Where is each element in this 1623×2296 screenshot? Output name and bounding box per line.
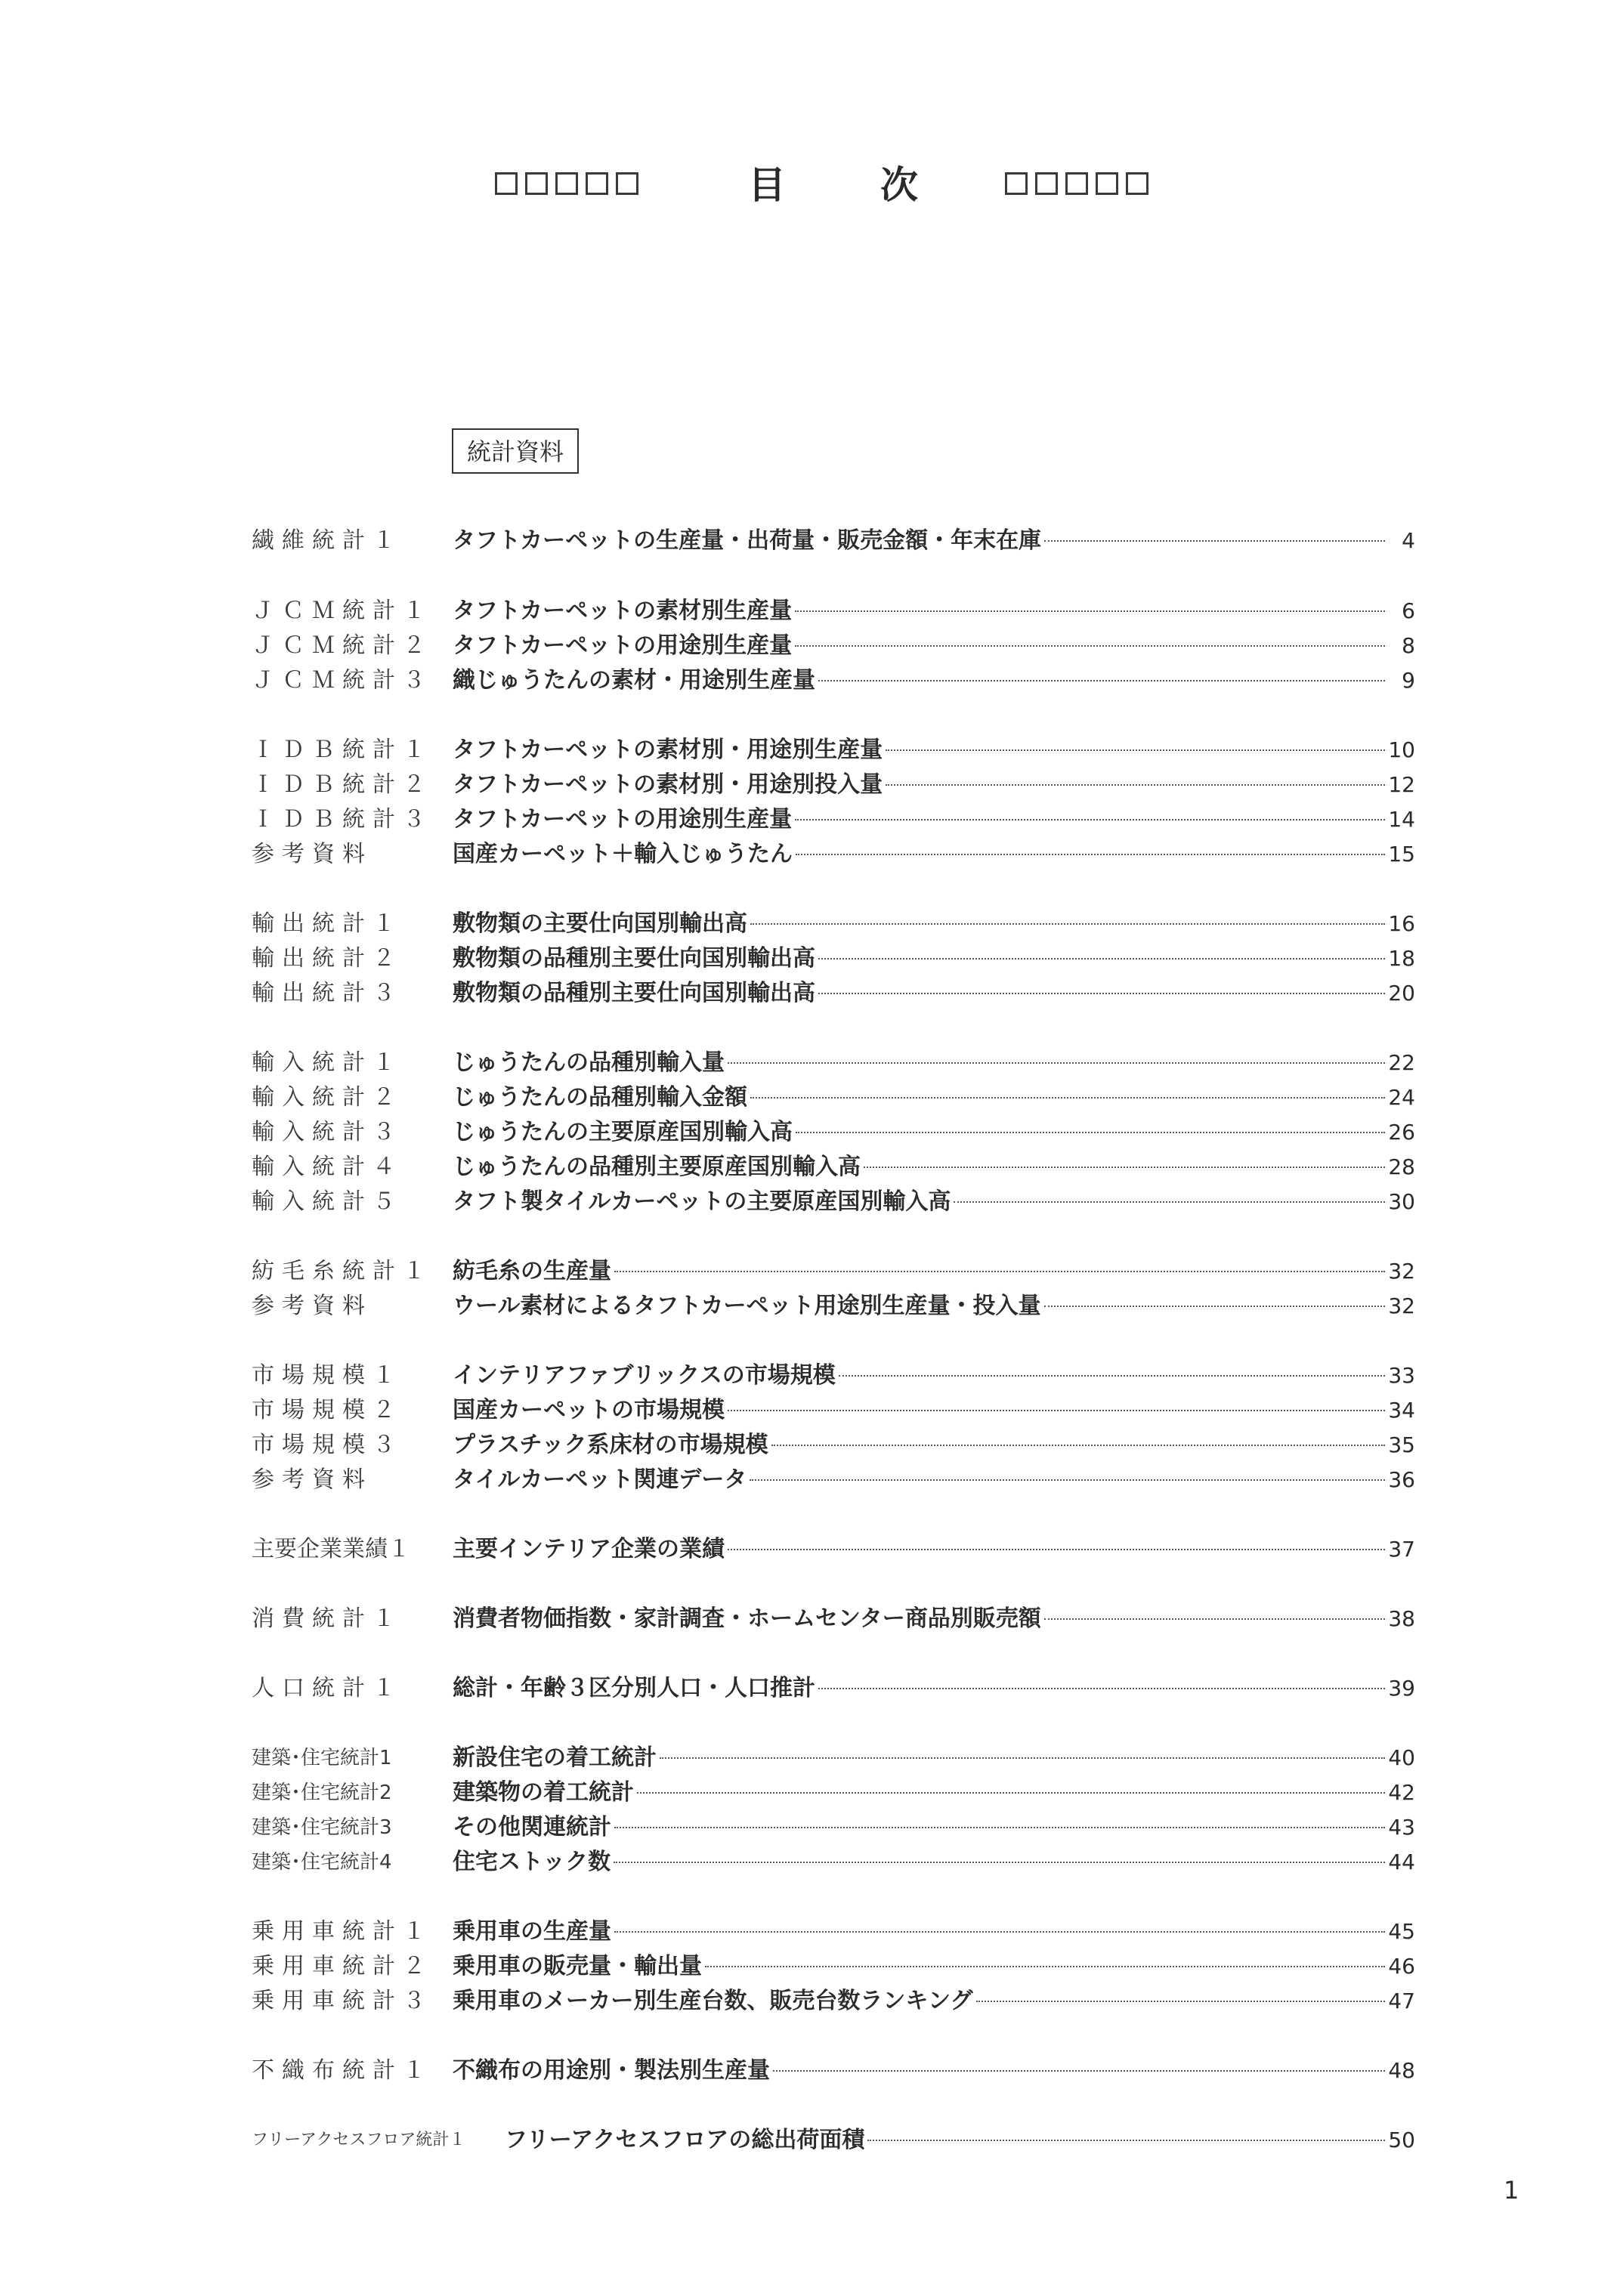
deco-square-icon bbox=[586, 172, 608, 195]
dot-leader bbox=[705, 1966, 1385, 1967]
toc-page-number: 16 bbox=[1388, 911, 1415, 936]
toc-title: 建築物の着工統計 bbox=[453, 1779, 634, 1806]
dot-leader bbox=[818, 958, 1385, 959]
toc-entry[interactable] bbox=[252, 837, 1415, 872]
toc-entry[interactable] bbox=[252, 1949, 1415, 1984]
toc-title: 主要インテリア企業の業績 bbox=[453, 1536, 725, 1562]
toc-category: 市場規模２ bbox=[252, 1397, 403, 1423]
dot-leader bbox=[771, 1445, 1385, 1446]
dot-leader bbox=[614, 1862, 1385, 1863]
page-header bbox=[0, 159, 1623, 219]
toc-title: プラスチック系床材の市場規模 bbox=[453, 1432, 768, 1458]
dot-leader bbox=[728, 1549, 1385, 1550]
toc-page-number: 24 bbox=[1388, 1085, 1415, 1110]
dot-leader bbox=[818, 993, 1385, 994]
toc-page-number: 22 bbox=[1388, 1050, 1415, 1075]
toc-title: 敷物類の品種別主要仕向国別輸出高 bbox=[453, 945, 815, 972]
toc-category: 乗用車統計１ bbox=[252, 1918, 433, 1945]
toc-title: タフトカーペットの素材別・用途別投入量 bbox=[453, 771, 883, 798]
toc-category: 参考資料 bbox=[252, 841, 373, 867]
toc-title: じゅうたんの主要原産国別輸入高 bbox=[453, 1119, 793, 1145]
toc-title: 国産カーペットの市場規模 bbox=[453, 1397, 725, 1423]
toc-title: タフト製タイルカーペットの主要原産国別輸入高 bbox=[453, 1188, 951, 1215]
toc-entry[interactable] bbox=[252, 1358, 1415, 1393]
dot-leader bbox=[614, 1271, 1385, 1272]
toc-entry[interactable] bbox=[252, 1150, 1415, 1185]
toc-category: 輸入統計３ bbox=[252, 1119, 403, 1145]
toc-category: 市場規模１ bbox=[252, 1362, 403, 1389]
toc-category: ＪＣＭ統計１ bbox=[252, 598, 433, 624]
toc-page-number: 34 bbox=[1388, 1398, 1415, 1423]
toc-page-number: 30 bbox=[1388, 1189, 1415, 1214]
deco-square-icon bbox=[1065, 172, 1088, 195]
toc-title: 敷物類の主要仕向国別輸出高 bbox=[453, 910, 747, 937]
deco-square-icon bbox=[1005, 172, 1028, 195]
dot-leader bbox=[614, 1827, 1385, 1828]
toc-page-number: 32 bbox=[1388, 1259, 1415, 1284]
dot-leader bbox=[1044, 1306, 1386, 1307]
toc-page-number: 18 bbox=[1388, 946, 1415, 971]
toc-entry[interactable] bbox=[252, 1393, 1415, 1428]
toc-page-number: 46 bbox=[1388, 1954, 1415, 1979]
dot-leader bbox=[976, 2001, 1386, 2002]
toc-page-number: 20 bbox=[1388, 981, 1415, 1006]
toc-entry[interactable] bbox=[252, 1984, 1415, 2019]
toc-title: タイルカーペット関連データ bbox=[453, 1466, 747, 1493]
dot-leader bbox=[839, 1375, 1385, 1377]
toc-entry[interactable] bbox=[252, 802, 1415, 837]
toc-page-number: 9 bbox=[1402, 668, 1415, 693]
toc-title: タフトカーペットの生産量・出荷量・販売金額・年末在庫 bbox=[453, 527, 1042, 554]
toc-page-number: 35 bbox=[1388, 1432, 1415, 1457]
toc-page-number: 40 bbox=[1388, 1745, 1415, 1770]
toc-page-number: 37 bbox=[1388, 1537, 1415, 1562]
toc-page-number: 36 bbox=[1388, 1467, 1415, 1492]
toc-category: 消費統計１ bbox=[252, 1605, 403, 1632]
toc-category: 不織布統計１ bbox=[252, 2057, 433, 2084]
toc-page-number: 42 bbox=[1388, 1780, 1415, 1805]
toc-category: 輸出統計２ bbox=[252, 945, 403, 972]
toc-title: フリーアクセスフロアの総出荷面積 bbox=[505, 2127, 865, 2153]
dot-leader bbox=[796, 854, 1385, 855]
dot-leader bbox=[773, 2070, 1385, 2072]
toc-title: タフトカーペットの素材別生産量 bbox=[453, 598, 793, 624]
toc-title: インテリアファブリックスの市場規模 bbox=[453, 1362, 836, 1389]
toc-page-number: 8 bbox=[1402, 633, 1415, 658]
toc-entry[interactable] bbox=[252, 663, 1415, 698]
dot-leader bbox=[637, 1792, 1385, 1794]
toc-category: フリーアクセスフロア統計１ bbox=[252, 2131, 466, 2149]
dot-leader bbox=[886, 749, 1385, 751]
toc-page-number: 4 bbox=[1402, 528, 1415, 553]
toc-entry[interactable] bbox=[252, 1254, 1415, 1289]
deco-square-icon bbox=[525, 172, 548, 195]
toc-title: 住宅ストック数 bbox=[453, 1849, 611, 1875]
title-decoration-left bbox=[495, 172, 638, 199]
toc-entry[interactable] bbox=[252, 1671, 1415, 1706]
toc-entry[interactable] bbox=[252, 1532, 1415, 1567]
toc-category: ＪＣＭ統計３ bbox=[252, 667, 433, 694]
dot-leader bbox=[864, 1167, 1385, 1168]
deco-square-icon bbox=[616, 172, 638, 195]
toc-category: 繊維統計１ bbox=[252, 527, 403, 554]
toc-title: タフトカーペットの用途別生産量 bbox=[453, 632, 793, 659]
toc-entry[interactable] bbox=[252, 1428, 1415, 1463]
toc-page-number: 43 bbox=[1388, 1815, 1415, 1840]
toc-title: 国産カーペット＋輸入じゅうたん bbox=[453, 841, 793, 867]
toc-category: 輸出統計１ bbox=[252, 910, 403, 937]
toc-entry[interactable] bbox=[252, 629, 1415, 663]
toc-title: タフトカーペットの用途別生産量 bbox=[453, 806, 793, 833]
toc-entry[interactable] bbox=[252, 1845, 1415, 1880]
deco-square-icon bbox=[555, 172, 578, 195]
toc-title: タフトカーペットの素材別・用途別生産量 bbox=[453, 737, 883, 763]
toc-category: 輸入統計５ bbox=[252, 1188, 403, 1215]
dot-leader bbox=[728, 1410, 1385, 1411]
toc-title: 乗用車の販売量・輸出量 bbox=[453, 1953, 702, 1979]
toc-title: その他関連統計 bbox=[453, 1814, 611, 1840]
toc-category: 輸出統計３ bbox=[252, 980, 403, 1006]
toc-page-number: 10 bbox=[1388, 737, 1415, 762]
toc-title: ウール素材によるタフトカーペット用途別生産量・投入量 bbox=[453, 1293, 1041, 1319]
toc-title: 新設住宅の着工統計 bbox=[453, 1744, 657, 1771]
dot-leader bbox=[660, 1757, 1385, 1759]
toc-category: 人口統計１ bbox=[252, 1675, 403, 1701]
toc-entry[interactable] bbox=[252, 594, 1415, 629]
toc-title: 織じゅうたんの素材・用途別生産量 bbox=[453, 667, 815, 694]
toc-title: 敷物類の品種別主要仕向国別輸出高 bbox=[453, 980, 815, 1006]
toc-category: 主要企業業績１ bbox=[252, 1536, 410, 1562]
toc-category: ＩＤＢ統計２ bbox=[252, 771, 433, 798]
toc-entry[interactable] bbox=[252, 768, 1415, 802]
toc-page-number: 12 bbox=[1388, 772, 1415, 797]
page-title-part-1: 目 bbox=[748, 163, 786, 207]
toc-category: 参考資料 bbox=[252, 1293, 373, 1319]
toc-title: 不織布の用途別・製法別生産量 bbox=[453, 2057, 770, 2084]
toc-entry[interactable] bbox=[252, 1775, 1415, 1810]
deco-square-icon bbox=[1126, 172, 1148, 195]
dot-leader bbox=[954, 1201, 1385, 1203]
toc-page-number: 44 bbox=[1388, 1849, 1415, 1874]
toc-entry[interactable] bbox=[252, 524, 1415, 558]
toc-page-number: 39 bbox=[1388, 1676, 1415, 1701]
toc-entry[interactable] bbox=[252, 1185, 1415, 1219]
dot-leader bbox=[614, 1931, 1385, 1933]
toc-page-number: 26 bbox=[1388, 1120, 1415, 1145]
dot-leader bbox=[750, 1097, 1385, 1099]
section-label: 統計資料 bbox=[452, 428, 579, 474]
toc-entry[interactable] bbox=[252, 907, 1415, 941]
toc-category: 参考資料 bbox=[252, 1466, 373, 1493]
deco-square-icon bbox=[1096, 172, 1118, 195]
toc-category: 輸入統計２ bbox=[252, 1084, 403, 1111]
toc-title: 総計・年齢３区分別人口・人口推計 bbox=[453, 1675, 815, 1701]
dot-leader bbox=[867, 2140, 1385, 2141]
dot-leader bbox=[795, 645, 1385, 647]
toc-category: 建築･住宅統計2 bbox=[252, 1781, 392, 1804]
toc-category: 建築･住宅統計1 bbox=[252, 1747, 392, 1769]
dot-leader bbox=[795, 819, 1385, 820]
toc-entry[interactable] bbox=[252, 1914, 1415, 1949]
toc-entry[interactable] bbox=[252, 2053, 1415, 2088]
toc-title: じゅうたんの品種別主要原産国別輸入高 bbox=[453, 1154, 861, 1180]
toc-entry[interactable] bbox=[252, 941, 1415, 976]
toc-entry[interactable] bbox=[252, 1046, 1415, 1080]
page-number: 1 bbox=[1504, 2176, 1519, 2205]
toc-category: 建築･住宅統計4 bbox=[252, 1851, 392, 1874]
dot-leader bbox=[818, 1688, 1385, 1689]
dot-leader bbox=[750, 923, 1385, 925]
toc-category: ＩＤＢ統計１ bbox=[252, 737, 433, 763]
toc-category: 建築･住宅統計3 bbox=[252, 1816, 392, 1839]
dot-leader bbox=[796, 1132, 1385, 1133]
toc-title: 消費者物価指数・家計調査・ホームセンター商品別販売額 bbox=[453, 1605, 1041, 1632]
toc-page-number: 50 bbox=[1388, 2128, 1415, 2152]
toc-title: 紡毛糸の生産量 bbox=[453, 1258, 611, 1284]
toc-page-number: 14 bbox=[1388, 807, 1415, 832]
toc-category: 市場規模３ bbox=[252, 1432, 403, 1458]
toc-page-number: 28 bbox=[1388, 1154, 1415, 1179]
title-decoration-right bbox=[1005, 172, 1148, 199]
dot-leader bbox=[795, 610, 1385, 612]
toc-entry[interactable] bbox=[252, 976, 1415, 1011]
toc-page-number: 32 bbox=[1388, 1293, 1415, 1318]
dot-leader bbox=[1044, 1618, 1385, 1620]
toc-page-number: 6 bbox=[1402, 598, 1415, 623]
toc-category: 紡毛糸統計１ bbox=[252, 1258, 433, 1284]
toc-entry[interactable] bbox=[252, 1115, 1415, 1150]
toc-page-number: 15 bbox=[1388, 842, 1415, 867]
dot-leader bbox=[1044, 540, 1385, 542]
toc-category: 輸入統計４ bbox=[252, 1154, 403, 1180]
toc-entry[interactable] bbox=[252, 1289, 1415, 1324]
toc-category: 輸入統計１ bbox=[252, 1049, 403, 1076]
page-title-part-2: 次 bbox=[880, 163, 918, 207]
toc-page-number: 47 bbox=[1388, 1989, 1415, 2013]
dot-leader bbox=[728, 1062, 1385, 1064]
toc-entry[interactable] bbox=[252, 1810, 1415, 1845]
toc-title: 乗用車の生産量 bbox=[453, 1918, 611, 1945]
toc-entry[interactable] bbox=[252, 1080, 1415, 1115]
toc-category: 乗用車統計２ bbox=[252, 1953, 433, 1979]
toc-category: ＪＣＭ統計２ bbox=[252, 632, 433, 659]
toc-page-number: 48 bbox=[1388, 2058, 1415, 2083]
dot-leader bbox=[886, 784, 1385, 786]
toc-category: ＩＤＢ統計３ bbox=[252, 806, 433, 833]
deco-square-icon bbox=[1035, 172, 1058, 195]
toc-title: 乗用車のメーカー別生産台数、販売台数ランキング bbox=[453, 1988, 973, 2014]
deco-square-icon bbox=[495, 172, 518, 195]
toc-category: 乗用車統計３ bbox=[252, 1988, 433, 2014]
toc-entry[interactable] bbox=[252, 1463, 1415, 1497]
toc-page-number: 45 bbox=[1388, 1919, 1415, 1944]
toc-title: じゅうたんの品種別輸入量 bbox=[453, 1049, 725, 1076]
toc-title: じゅうたんの品種別輸入金額 bbox=[453, 1084, 747, 1111]
toc-page-number: 38 bbox=[1388, 1606, 1415, 1631]
dot-leader bbox=[750, 1479, 1385, 1481]
toc-entry[interactable] bbox=[252, 733, 1415, 768]
dot-leader bbox=[818, 680, 1385, 681]
toc-entry[interactable] bbox=[252, 1602, 1415, 1636]
toc-page-number: 33 bbox=[1388, 1363, 1415, 1388]
toc-entry[interactable] bbox=[252, 1741, 1415, 1775]
toc-entry[interactable] bbox=[252, 2123, 1415, 2158]
